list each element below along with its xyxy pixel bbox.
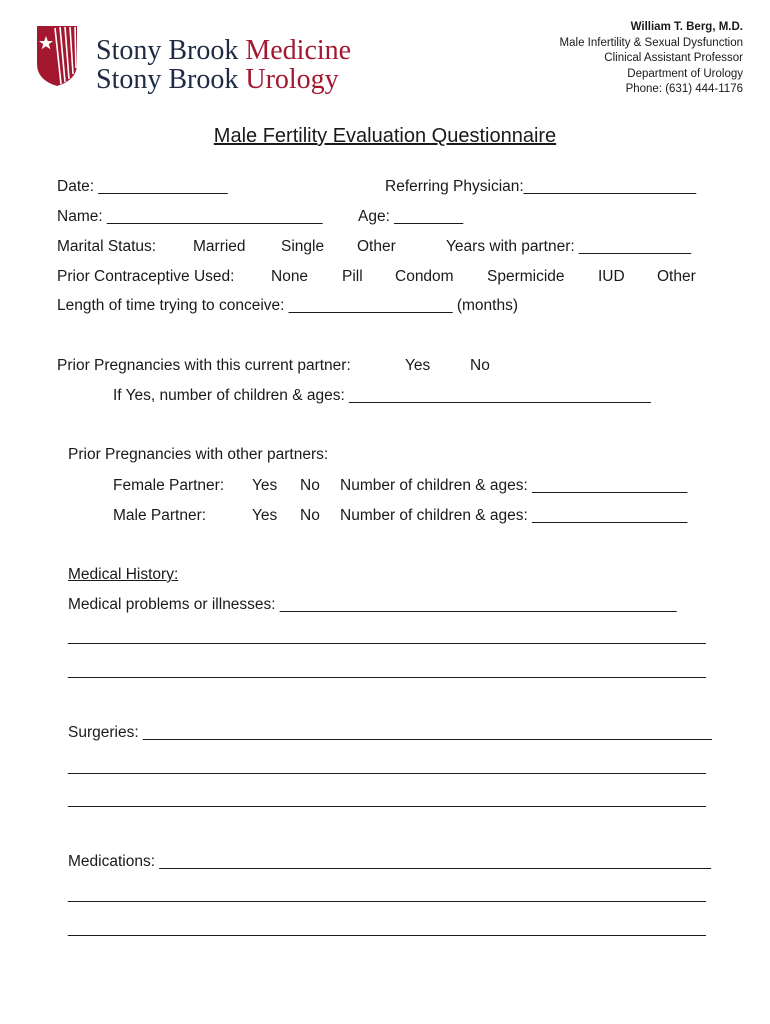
contraceptive-option-condom[interactable]: Condom [395, 268, 454, 285]
male-partner-yes-option[interactable]: Yes [252, 507, 278, 524]
medications-field[interactable]: Medications: ________________________________________________________________ [68, 853, 712, 870]
years-with-partner-field[interactable]: Years with partner: _____________ [446, 238, 692, 255]
physician-info-block [560, 20, 743, 98]
department: Department of Urology [627, 67, 743, 80]
medications-line-2[interactable]: __________________________________________________________________________ [68, 886, 706, 903]
physician-specialty: Male Infertility & Sexual Dysfunction [559, 36, 743, 49]
if-yes-children-field[interactable]: If Yes, number of children & ages: ___________________________________ [113, 387, 651, 404]
female-partner-label: Female Partner: [113, 477, 225, 494]
marital-option-other[interactable]: Other [357, 238, 396, 255]
age-field[interactable]: Age: ________ [358, 208, 464, 225]
female-partner-yes-option[interactable]: Yes [252, 477, 278, 494]
medical-problems-line-2[interactable]: __________________________________________________________________________ [68, 628, 706, 645]
logo-text-line-1: Stony Brook Medicine [96, 35, 352, 66]
male-partner-children-field[interactable]: Number of children & ages: __________________ [340, 507, 688, 524]
referring-physician-field[interactable]: Referring Physician:____________________ [385, 178, 697, 195]
phone: Phone: (631) 444-1176 [625, 83, 743, 95]
logo-text-line-2: Stony Brook Urology [96, 64, 339, 95]
page-title: Male Fertility Evaluation Questionnaire [213, 125, 557, 147]
male-partner-label: Male Partner: [113, 507, 207, 524]
contraceptive-option-pill[interactable]: Pill [342, 268, 363, 285]
contraceptive-option-other[interactable]: Other [657, 268, 696, 285]
contraceptive-option-none[interactable]: None [271, 268, 309, 285]
medical-problems-field[interactable]: Medical problems or illnesses: ______________________________________________ [68, 596, 677, 613]
marital-status-label: Marital Status: [57, 238, 157, 255]
marital-option-single[interactable]: Single [281, 238, 325, 255]
medical-problems-line-3[interactable]: __________________________________________________________________________ [68, 662, 706, 679]
physician-name: William T. Berg, M.D. [630, 21, 743, 33]
prior-current-yes-option[interactable]: Yes [405, 357, 431, 374]
female-partner-children-field[interactable]: Number of children & ages: __________________ [340, 477, 688, 494]
medications-line-3[interactable]: __________________________________________________________________________ [68, 920, 706, 937]
female-partner-no-option[interactable]: No [300, 477, 320, 494]
surgeries-line-3[interactable]: __________________________________________________________________________ [68, 791, 706, 808]
contraceptive-option-spermicide[interactable]: Spermicide [487, 268, 565, 285]
contraceptive-label: Prior Contraceptive Used: [57, 268, 235, 285]
prior-pregnancies-other-label: Prior Pregnancies with other partners: [68, 446, 329, 463]
prior-pregnancies-current-label: Prior Pregnancies with this current partner: [57, 357, 351, 374]
contraceptive-option-iud[interactable]: IUD [598, 268, 625, 285]
medical-history-heading: Medical History: [68, 566, 179, 583]
physician-title: Clinical Assistant Professor [604, 52, 743, 64]
surgeries-field[interactable]: Surgeries: __________________________________________________________________ [68, 724, 712, 741]
male-partner-no-option[interactable]: No [300, 507, 320, 524]
stony-brook-shield-logo [35, 24, 79, 88]
surgeries-line-2[interactable]: __________________________________________________________________________ [68, 758, 706, 775]
marital-option-married[interactable]: Married [193, 238, 246, 255]
name-field[interactable]: Name: _________________________ [57, 208, 323, 225]
length-trying-field[interactable]: Length of time trying to conceive: ___________________ (months) [57, 297, 519, 314]
date-field[interactable]: Date: _______________ [57, 178, 228, 195]
prior-current-no-option[interactable]: No [470, 357, 490, 374]
